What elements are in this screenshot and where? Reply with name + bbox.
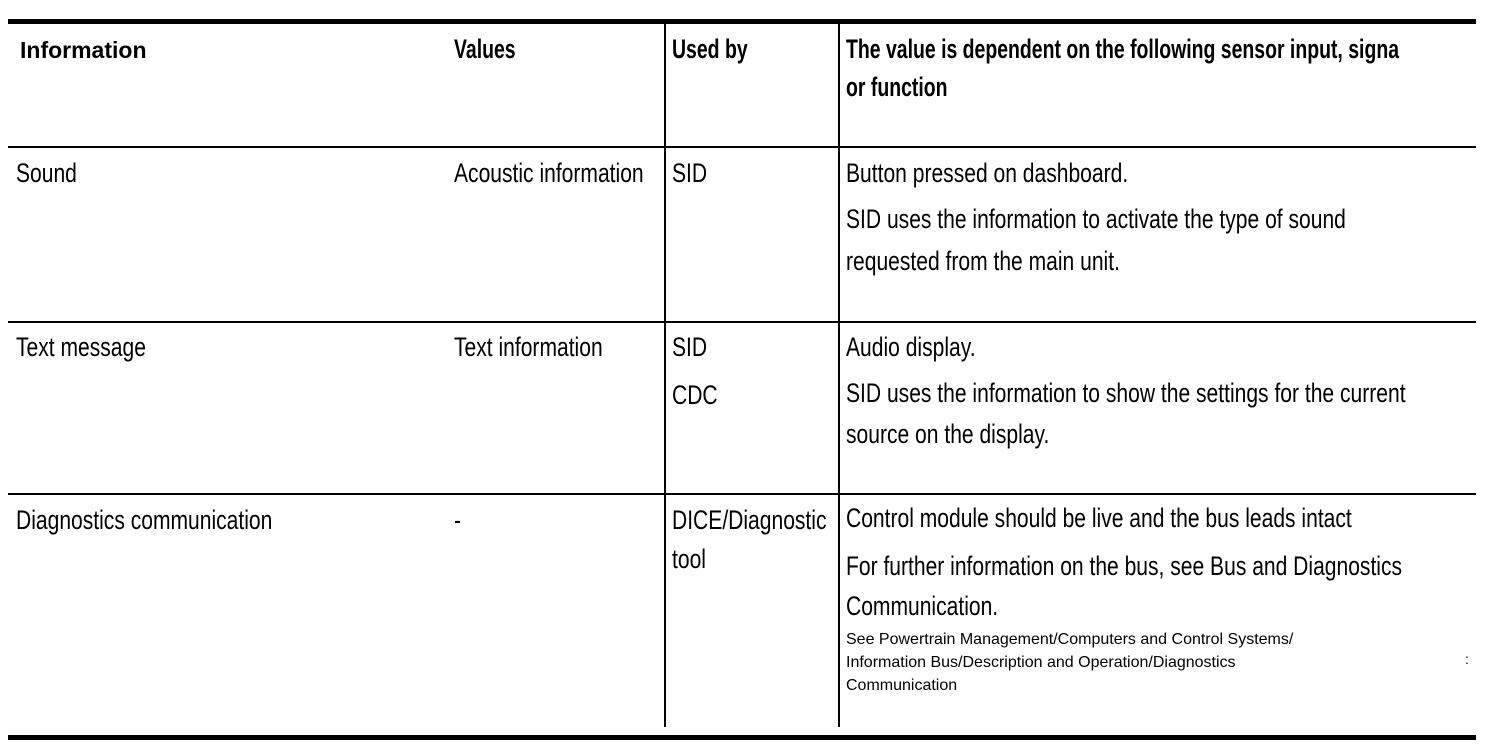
header-dependency-line2: or function [846,72,948,102]
header-used-by: Used by [672,34,748,64]
row-sound-used-by: SID [672,158,708,188]
row-divider-2 [8,493,1476,495]
row-diag-dependency-2: For further information on the bus, see Bus and Diagnostics [846,551,1403,581]
table-bottom-rule [8,735,1476,740]
row-text-dependency-3: source on the display. [846,419,1050,449]
column-divider-usedby-dependency [838,22,840,727]
header-dependency-wrap [846,30,1478,110]
row-diag-values: - [454,505,462,535]
row-sound-dependency-3: requested from the main unit. [846,246,1120,276]
header-bottom-rule [8,146,1476,148]
row-sound-information: Sound [16,158,77,188]
row-diag-dependency-3: Communication. [846,591,999,621]
row-diag-note-line-3: Communication [846,677,958,695]
column-divider-values-usedby [664,22,666,727]
row-diag-used-by-1: DICE/Diagnostic [672,505,827,535]
row-divider-1 [8,321,1476,323]
row-sound-values: Acoustic information [454,158,644,188]
row-text-used-by-2: CDC [672,380,718,410]
row-text-used-by-1: SID [672,332,708,362]
row-text-dependency-1: Audio display. [846,332,976,362]
row-diag-note-line-1: See Powertrain Management/Computers and Control Systems/ [846,631,1294,648]
table-top-rule [8,19,1476,24]
row-diag-dependency-1: Control module should be live and the bus leads intact [846,503,1352,533]
row-text-values: Text information [454,332,603,362]
row-diag-used-by-wrap [672,500,838,580]
row-diag-information: Diagnostics communication [16,505,273,535]
header-dependency-line1: The value is dependent on the following sensor input, signa [846,34,1400,64]
header-information: Information [20,37,147,63]
row-sound-dependency-1: Button pressed on dashboard. [846,158,1129,188]
row-diag-used-by-2: tool [672,544,706,574]
row-sound-dependency-2: SID uses the information to activate the type of sound [846,204,1346,234]
header-values: Values [454,34,516,64]
row-text-information: Text message [16,332,146,362]
row-diag-note-line-2: Information Bus/Description and Operation/Diagnostics [846,654,1236,672]
stray-colon-mark: : [1465,651,1469,667]
row-text-dependency-2: SID uses the information to show the settings for the current [846,378,1406,408]
row-diag-note [846,628,1466,698]
